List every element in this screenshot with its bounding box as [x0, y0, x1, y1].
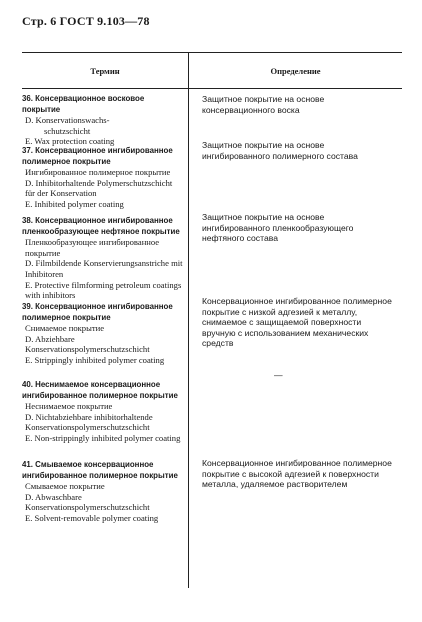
term-entry-41	[22, 460, 184, 524]
term-entry-36	[22, 94, 184, 147]
term-line: D. Konservationswachs-	[25, 115, 110, 126]
page-header: Стр. 6 ГОСТ 9.103—78	[22, 14, 150, 28]
column-header-term: Термин	[90, 66, 120, 76]
term-line: Смываемое покрытие	[25, 481, 105, 492]
term-entry-37	[22, 146, 184, 210]
definition-36: Защитное покрытие на основе консервационного воска	[202, 94, 325, 115]
terms-table	[22, 52, 402, 588]
term-entry-40	[22, 380, 184, 444]
term-line: D. Abwaschbare Konservationspolymerschutzschicht	[25, 491, 150, 513]
definition-40: —	[274, 370, 283, 380]
table-top-rule	[22, 52, 402, 53]
term-line: E. Non-strippingly inhibited polymer coating	[25, 432, 181, 443]
term-line: schutzschicht	[44, 125, 91, 136]
term-line: D. Filmbildende Konservierungsanstriche mit Inhibitoren	[25, 258, 183, 279]
term-title: 37. Консервационное ингибированное полимерное покрытие	[22, 146, 173, 166]
term-line: Пленкообразующее ингибированное покрытие	[25, 237, 160, 258]
term-title: 41. Смываемое консервационное ингибированное полимерное покрытие	[22, 460, 178, 480]
term-line: Неснимаемое покрытие	[25, 401, 113, 412]
column-header-definition: Определение	[270, 66, 321, 76]
term-title: 38. Консервационное ингибированное пленкообразующее нефтяное покрытие	[22, 216, 180, 236]
term-line: E. Inhibited polymer coating	[25, 198, 124, 209]
term-line: D. Abziehbare Konservationspolymerschutzschicht	[25, 333, 150, 355]
term-entry-38	[22, 216, 184, 301]
column-divider	[188, 52, 189, 588]
definition-39: Консервационное ингибированное полимерное покрытие с низкой адгезией к металлу, снимаемое с защищаемой поверхности вручную с использованием механических средств	[202, 296, 392, 349]
table-header-rule	[22, 88, 402, 89]
term-line: E. Strippingly inhibited polymer coating	[25, 354, 165, 365]
term-line: D. Inhibitorhaltende Polymerschutzschicht für der Konservation	[25, 177, 173, 199]
term-line: E. Solvent-removable polymer coating	[25, 512, 159, 523]
term-title: 39. Консервационное ингибированное полимерное покрытие	[22, 302, 173, 322]
term-line: E. Protective filmforming petroleum coatings with inhibitors	[25, 279, 182, 301]
term-line: E. Wax protection coating	[25, 136, 115, 147]
term-line: Снимаемое покрытие	[25, 323, 105, 334]
definition-37: Защитное покрытие на основе ингибированного полимерного состава	[202, 140, 358, 161]
definition-41: Консервационное ингибированное полимерное покрытие с высокой адгезией к поверхности металла, удаляемое растворителем	[202, 458, 392, 490]
term-title: 40. Неснимаемое консервационное ингибированное полимерное покрытие	[22, 380, 178, 400]
term-entry-39	[22, 302, 184, 366]
term-line: Ингибированное полимерное покрытие	[25, 167, 171, 178]
definition-38: Защитное покрытие на основе ингибированного пленкообразующего нефтяного состава	[202, 212, 354, 244]
term-line: D. Nichtabziehbare inhibitorhaltende Konservationspolymerschutzschicht	[25, 411, 153, 433]
term-title: 36. Консервационное восковое покрытие	[22, 94, 145, 114]
